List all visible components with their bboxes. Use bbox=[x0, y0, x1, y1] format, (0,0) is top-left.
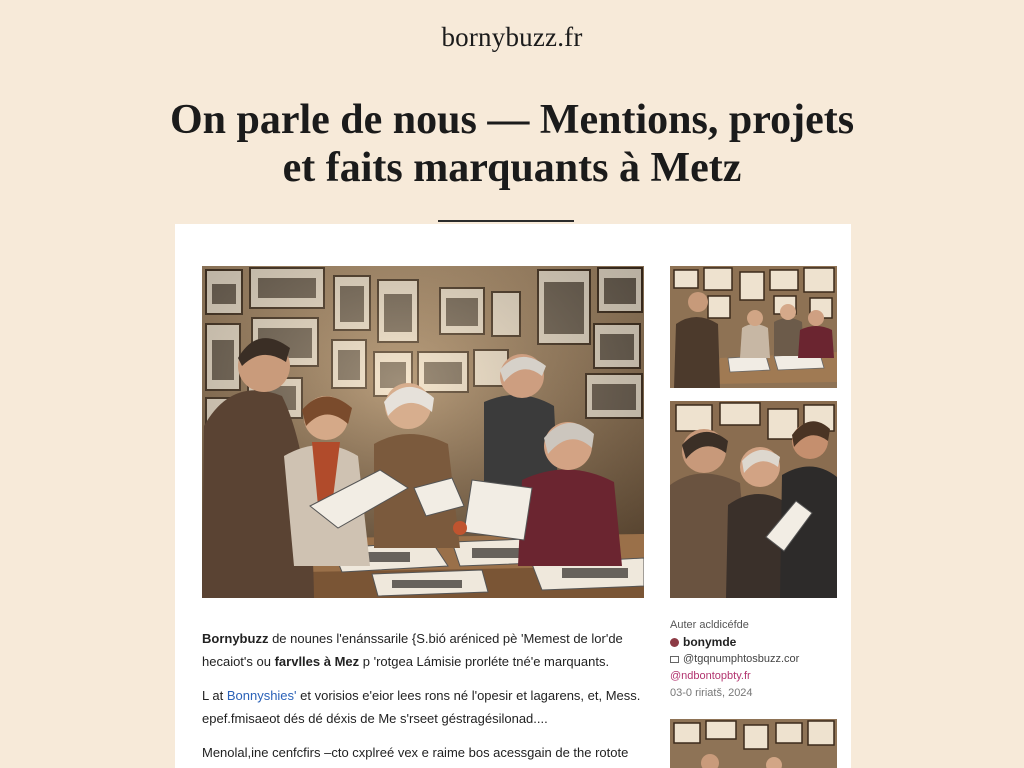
meta-label: Auter acldicéfde bbox=[670, 619, 749, 631]
article-paragraph-3 bbox=[202, 741, 642, 764]
article-paragraph-1 bbox=[202, 627, 642, 673]
author-name: bonymde bbox=[683, 635, 737, 649]
article-text: L at bbox=[202, 688, 227, 703]
article-card bbox=[175, 224, 851, 768]
page-title-line-1: On parle de nous — Mentions, projets bbox=[169, 97, 855, 143]
article-emphasis: farvlles à Mez bbox=[274, 654, 360, 669]
article-text: Menolal,ine cenfcfirs –cto cxplreé vex e raime bos acessgain de the rotote bbox=[202, 745, 629, 760]
author-dot-icon bbox=[670, 638, 679, 647]
title-divider bbox=[438, 220, 574, 222]
side-photo-middle[interactable] bbox=[670, 401, 837, 598]
meta-email[interactable] bbox=[670, 651, 840, 668]
side-photo-top[interactable] bbox=[670, 266, 837, 388]
article-text: de nounes l'enánssarile {S.bió aréniced pè 'Memest de lor'de bbox=[268, 631, 623, 646]
article-body bbox=[202, 627, 642, 768]
author-website[interactable]: @ndbontopbty.fr bbox=[670, 670, 751, 682]
article-text: epef.fmisaeot dés dé déxis de Me s'rseet géstragésilonad.... bbox=[202, 711, 548, 726]
article-text: p 'rotgea Lámisie prorléte tné'e marquants. bbox=[359, 654, 610, 669]
publish-date: 03-0 ririatš, 2024 bbox=[670, 687, 753, 699]
author-email: @tgqnumphtosbuzz.cor bbox=[683, 653, 800, 665]
page-title bbox=[112, 96, 912, 192]
article-text: et vorisios e'eior lees rons né l'opesir et lagarens, et, Mess. bbox=[296, 688, 641, 703]
brand-name: Bornybuzz bbox=[202, 631, 269, 646]
site-name[interactable]: bornybuzz.fr bbox=[441, 22, 583, 52]
article-paragraph-2 bbox=[202, 684, 642, 730]
mail-icon bbox=[670, 656, 679, 663]
page-title-line-2: et faits marquants à Metz bbox=[282, 145, 742, 191]
article-text: hecaiot's ou bbox=[202, 654, 275, 669]
article-link[interactable]: Bonnyshies' bbox=[226, 688, 297, 703]
meta-author[interactable] bbox=[670, 634, 840, 651]
side-photo-bottom[interactable] bbox=[670, 719, 837, 768]
main-photo[interactable] bbox=[202, 266, 644, 598]
article-meta bbox=[670, 617, 840, 702]
